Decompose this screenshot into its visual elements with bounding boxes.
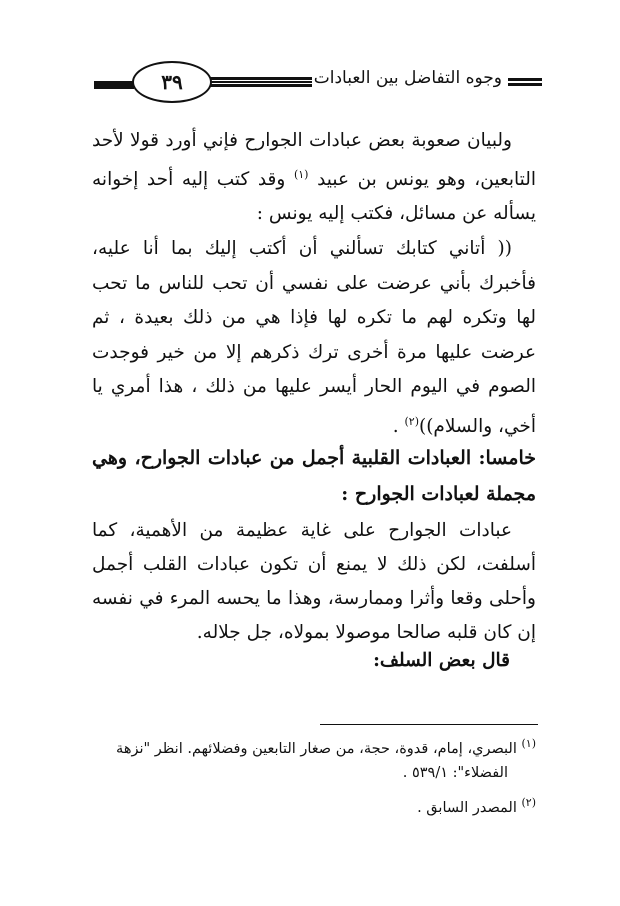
running-title: وجوه التفاضل بين العبادات <box>313 68 502 88</box>
paragraph-text: ولبيان صعوبة بعض عبادات الجوارح فإني أورد قولا لأحد التابعين، وهو يونس بن عبيد <box>92 130 537 191</box>
footnote-2-text: المصدر السابق . <box>417 799 517 816</box>
quote-end: . <box>392 415 399 437</box>
paragraph-salaf: قال بعض السلف: <box>373 650 510 671</box>
quote-paragraph <box>92 232 536 444</box>
page-header <box>94 58 542 106</box>
footnote-2-marker: (٢) <box>521 795 536 809</box>
footnote-1 <box>92 732 536 785</box>
section-heading: خامسا: العبادات القلبية أجمل من عبادات الجوارح، وهي مجملة لعبادات الجوارح : <box>92 447 536 505</box>
footnote-1-marker: (١) <box>521 737 536 750</box>
footnote-2 <box>92 791 536 820</box>
paragraph-text-continued: وقد كتب إليه أحد إخوانه يسأله عن مسائل، فكتب إليه يونس : <box>92 169 536 225</box>
header-rule-left <box>94 81 134 89</box>
page-number: ٣٩ <box>161 70 183 94</box>
footnote-ref-1: (١) <box>293 168 309 181</box>
footnote-separator <box>320 724 538 725</box>
paragraph-worship: عبادات الجوارح على غاية عظيمة من الأهمية، كما أسلفت، لكن ذلك لا يمنع أن تكون عبادات القلب أجمل وأحلى وقعا وأثرا وممارسة، وهذا ما يحسه المرء في نفسه إن كان قلبه صالحا موصولا بمولاه، جل جلاله. <box>92 520 536 643</box>
footnotes <box>92 732 536 826</box>
header-rule-middle <box>210 77 312 87</box>
page-number-badge <box>132 61 212 103</box>
paragraph-yunus-intro <box>92 124 536 231</box>
footnote-ref-2: (٢) <box>404 414 419 428</box>
footnote-1-continued: الفضلاء": ٥٣٩/١ . <box>402 764 508 781</box>
quote-text: (( أتاني كتابك تسألني أن أكتب إليك بما أنا عليه، فأخبرك بأني عرضت على نفسي أن تحب للناس ما تحب لها وتكره لهم ما تكره لها فإذا هي من ذلك بعيدة ، ثم عرضت عليها مرة أخرى ترك ذكرهم إلا من خير فوجدت الصوم في اليوم الحار أيسر عليها من ذلك ، هذا أمري يا أخي، والسلام)) <box>92 238 536 437</box>
header-rule-right <box>508 78 542 86</box>
footnote-1-text: البصري، إمام، قدوة، حجة، من صغار التابعين وفضلائهم. انظر "نزهة <box>116 740 517 757</box>
